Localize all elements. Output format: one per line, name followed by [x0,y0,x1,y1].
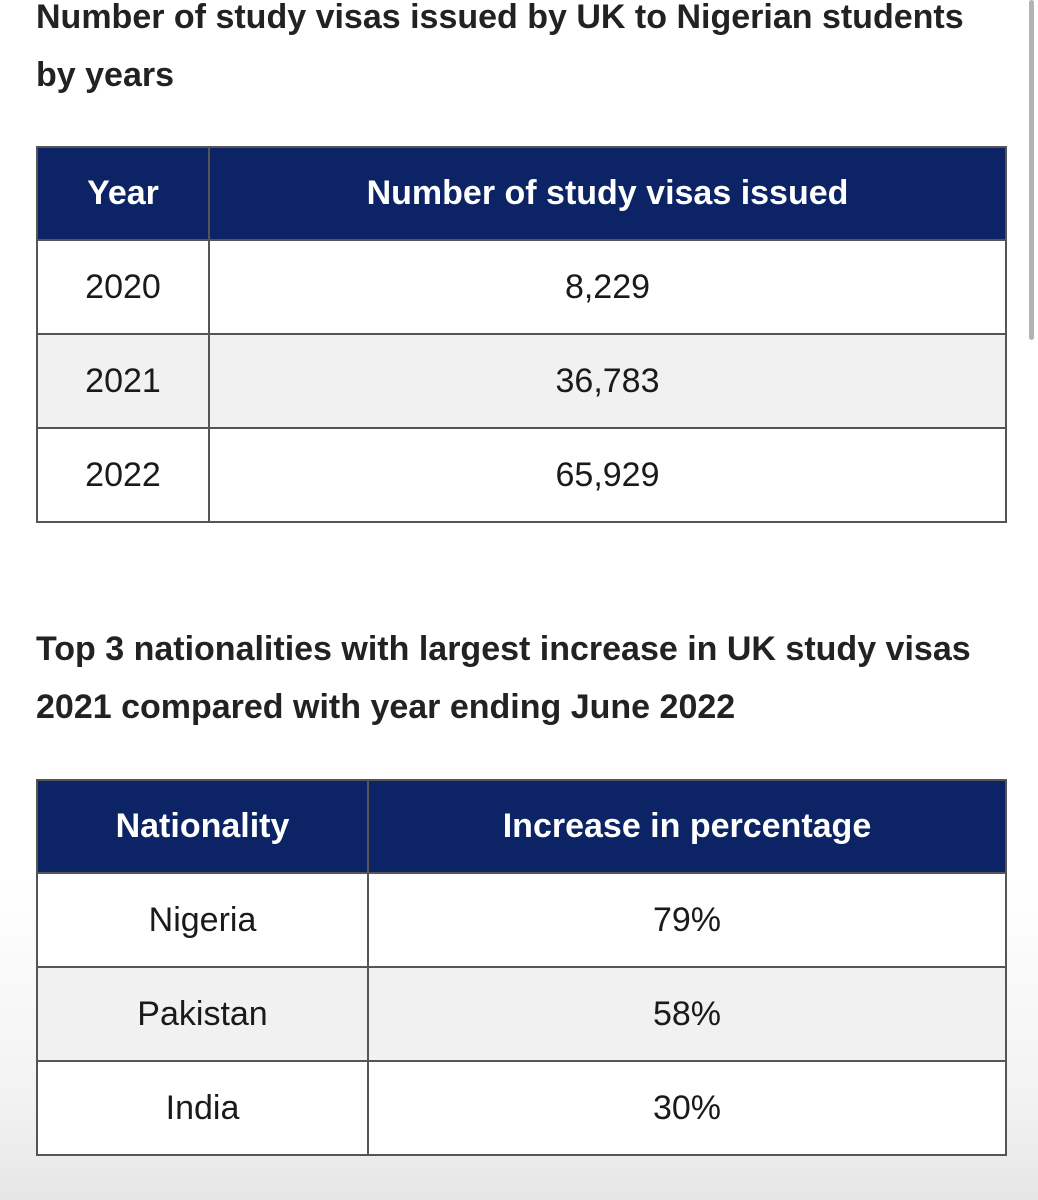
table-row [37,873,1006,967]
nationality-cell: Nigeria [37,873,368,967]
nationality-cell: India [37,1061,368,1155]
year-cell: 2021 [37,334,209,428]
column-header-year: Year [37,147,209,240]
table-row [37,967,1006,1061]
top-nationalities-table [36,779,1007,1156]
year-cell: 2022 [37,428,209,522]
top-nationalities-heading: Top 3 nationalities with largest increase in UK study visas 2021 compared with year ending June 2022 [36,630,971,726]
year-cell: 2020 [37,240,209,334]
column-header-increase: Increase in percentage [368,780,1006,873]
table-row [37,334,1006,428]
vertical-scrollbar[interactable] [1029,0,1034,340]
visas-issued-cell: 36,783 [209,334,1006,428]
table-row [37,1061,1006,1155]
nationality-cell: Pakistan [37,967,368,1061]
visas-issued-cell: 65,929 [209,428,1006,522]
visas-by-year-table [36,146,1007,523]
increase-cell: 30% [368,1061,1006,1155]
table-row [37,240,1006,334]
visas-issued-cell: 8,229 [209,240,1006,334]
visas-by-year-heading: Number of study visas issued by UK to Nigerian students by years [36,0,964,94]
table-header-row [37,780,1006,873]
increase-cell: 79% [368,873,1006,967]
column-header-visas-issued: Number of study visas issued [209,147,1006,240]
table-row [37,428,1006,522]
column-header-nationality: Nationality [37,780,368,873]
table-header-row [37,147,1006,240]
increase-cell: 58% [368,967,1006,1061]
